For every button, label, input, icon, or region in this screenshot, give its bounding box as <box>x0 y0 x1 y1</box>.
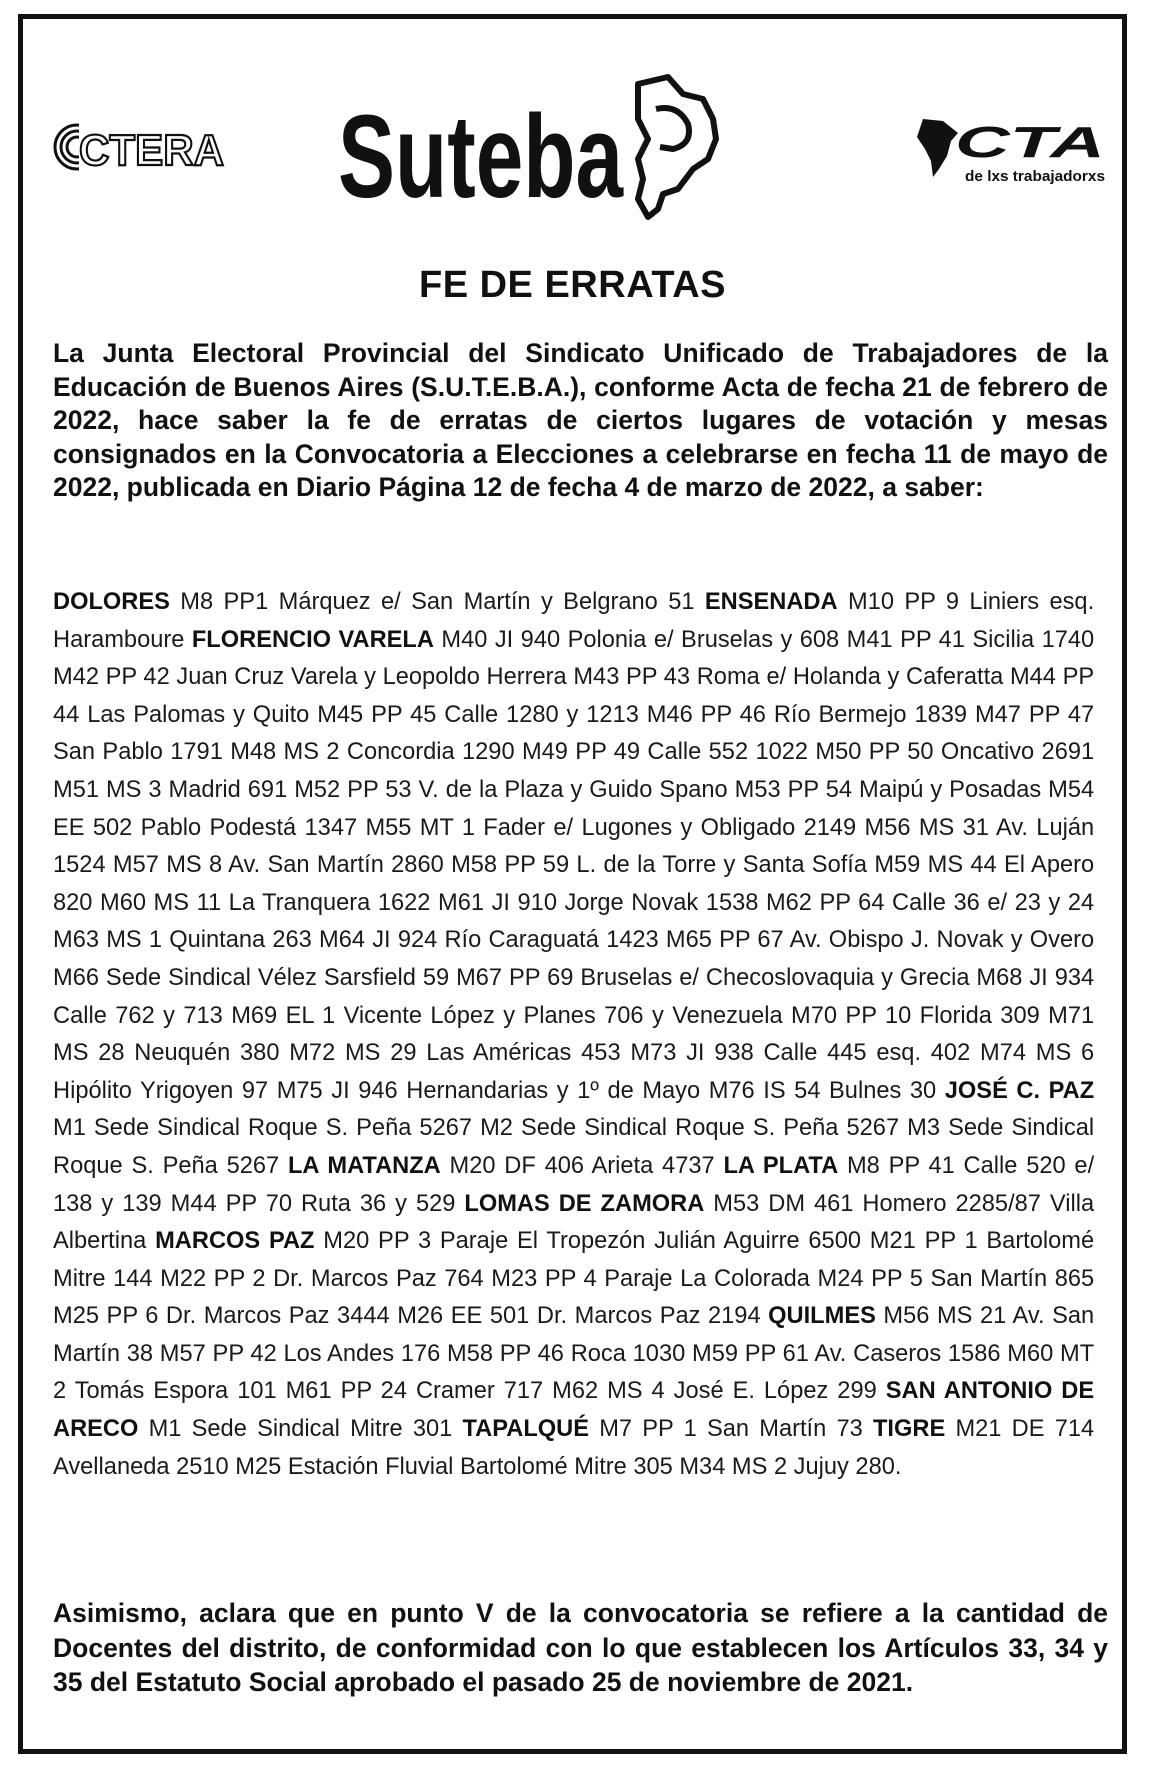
district-details: M21 DE 714 Avellaneda 2510 M25 Estación Fluvial Bartolomé Mitre 305 M34 MS 2 Jujuy 280. <box>53 1415 1095 1480</box>
cta-logo-main: CTA <box>955 118 1105 167</box>
notice-frame <box>18 14 1127 1754</box>
closing-paragraph: Asimismo, aclara que en punto V de la convocatoria se refiere a la cantidad de Docentes del distrito, de conformidad con lo que establecen los Artículos 33, 34 y 35 del Estatuto Social aprobado el pasado 25 de noviembre de 2021. <box>53 1598 1108 1697</box>
district-name: TIGRE <box>872 1415 946 1443</box>
district-name: JOSÉ C. PAZ <box>944 1076 1095 1104</box>
district-details: M10 PP 9 Liniers esq. Haramboure <box>53 588 1095 653</box>
district-details: M8 PP1 Márquez e/ San Martín y Belgrano 51 <box>169 588 705 615</box>
district-name: ENSENADA <box>704 588 838 615</box>
district-details: M40 JI 940 Polonia e/ Bruselas y 608 M41 PP 41 Sicilia 1740 M42 PP 42 Juan Cruz Varela y Leopoldo Herrera M43 PP 43 Roma e/ Holanda y Caferatta M44 PP 44 Las Palomas y Quito M45 PP 45 Calle 1280 y 1213 M46 PP 46 Río Bermejo 1839 M47 PP 47 San Pablo 1791 M48 MS 2 Concordia 1290 M49 PP 49 Calle 552 1022 M50 PP 50 Oncativo 2691 M51 MS 3 Madrid 691 M52 PP 53 V. de la Plaza y Guido Spano M53 PP 54 Maipú y Posadas M54 EE 502 Pablo Podestá 1347 M55 MT 1 Fader e/ Lugones y Obligado 2149 M56 MS 31 Av. Luján 1524 M57 MS 8 Av. San Martín 2860 M58 PP 59 L. de la Torre y Santa Sofía M59 MS 44 El Apero 820 M60 MS 11 La Tranquera 1622 M61 JI 910 Jorge Novak 1538 M62 PP 64 Calle 36 e/ 23 y 24 M63 MS 1 Quintana 263 M64 JI 924 Río Caraguatá 1423 M65 PP 67 Av. Obispo J. Novak y Overo M66 Sede Sindical Vélez Sarsfield 59 M67 PP 69 Bruselas e/ Checoslovaquia y Grecia M68 JI 934 Calle 762 y 713 M69 EL 1 Vicente López y Planes 706 y Venezuela M70 PP 10 Florida 309 M71 MS 28 Neuquén 380 M72 MS 29 Las Américas 453 M73 JI 938 Calle 445 esq. 402 M74 MS 6 Hipólito Yrigoyen 97 M75 JI 946 Hernandarias y 1º de Mayo M76 IS 54 Bulnes 30 <box>53 625 1095 1104</box>
districts-list <box>53 583 1094 1485</box>
district-name: FLORENCIO VARELA <box>191 625 434 653</box>
suteba-logo <box>338 69 738 229</box>
suteba-logo-text: Suteba <box>338 91 624 223</box>
intro-paragraph: La Junta Electoral Provincial del Sindicato Unificado de Trabajadores de la Educación de Buenos Aires (S.U.T.E.B.A.), conforme Acta de fecha 21 de febrero de 2022, hace saber la fe de erratas de ciertos lugares de votación y mesas consignados en la Convocatoria a Elecciones a celebrarse en fecha 11 de mayo de 2022, publicada en Diario Página 12 de fecha 4 de marzo de 2022, a saber: <box>53 338 1108 502</box>
district-details: M20 DF 406 Arieta 4737 <box>440 1151 724 1179</box>
district-name: LA PLATA <box>723 1151 839 1179</box>
district-name: SAN ANTONIO DE ARECO <box>53 1377 1095 1443</box>
cta-logo-sub: de lxs trabajadorxs <box>965 168 1105 185</box>
district-details: M1 Sede Sindical Roque S. Peña 5267 M2 Sede Sindical Roque S. Peña 5267 M3 Sede Sindical Roque S. Peña 5267 <box>53 1114 1095 1179</box>
ctera-logo-text: CTERA <box>79 126 224 175</box>
district-name: MARCOS PAZ <box>155 1227 315 1255</box>
ctera-logo <box>53 119 228 179</box>
district-details: M8 PP 41 Calle 520 e/ 138 y 139 M44 PP 70 Ruta 36 y 529 <box>53 1151 1095 1217</box>
district-details: M53 DM 461 Homero 2285/87 Villa Albertina <box>53 1189 1095 1255</box>
district-name: DOLORES <box>53 588 170 615</box>
buenos-aires-map-icon <box>638 77 716 217</box>
district-name: TAPALQUÉ <box>462 1415 590 1443</box>
district-details: M7 PP 1 San Martín 73 <box>589 1415 873 1443</box>
district-name: LOMAS DE ZAMORA <box>464 1189 705 1217</box>
cta-logo <box>903 111 1113 191</box>
south-america-icon <box>917 119 958 177</box>
district-details: M1 Sede Sindical Mitre 301 <box>138 1415 463 1443</box>
district-details: M56 MS 21 Av. San Martín 38 M57 PP 42 Los Andes 176 M58 PP 46 Roca 1030 M59 PP 61 Av. Caseros 1586 M60 MT 2 Tomás Espora 101 M61 PP 24 Cramer 717 M62 MS 4 José E. López 299 <box>53 1302 1095 1405</box>
notice-title: FE DE ERRATAS <box>419 264 726 306</box>
district-details: M20 PP 3 Paraje El Tropezón Julián Aguirre 6500 M21 PP 1 Bartolomé Mitre 144 M22 PP 2 Dr. Marcos Paz 764 M23 PP 4 Paraje La Colorada M24 PP 5 San Martín 865 M25 PP 6 Dr. Marcos Paz 3444 M26 EE 501 Dr. Marcos Paz 2194 <box>53 1227 1095 1330</box>
district-name: LA MATANZA <box>287 1151 441 1179</box>
logo-header <box>23 19 1122 259</box>
district-name: QUILMES <box>768 1302 876 1330</box>
